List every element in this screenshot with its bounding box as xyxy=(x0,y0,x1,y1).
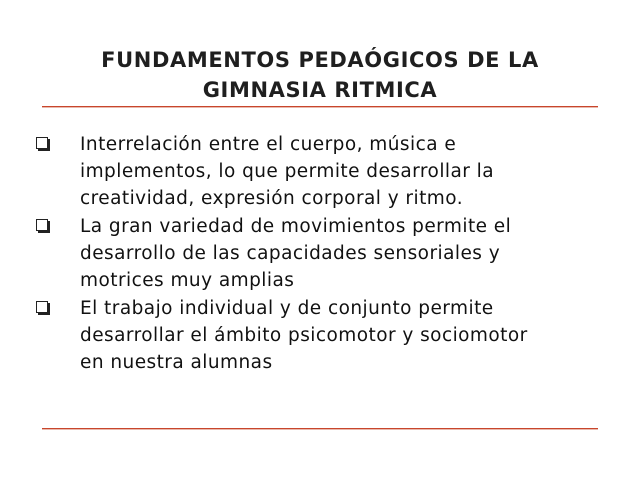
bullet-3-line-1: El trabajo individual y de conjunto permite xyxy=(80,298,494,319)
title-divider xyxy=(42,106,598,108)
bullet-1-line-2: implementos, lo que permite desarrollar la xyxy=(80,161,495,182)
bullet-3-line-3: en nuestra alumnas xyxy=(80,352,273,373)
bullet-2-line-3: motrices muy amplias xyxy=(80,270,295,291)
square-bullet-icon xyxy=(36,219,48,231)
bullet-2-line-1: La gran variedad de movimientos permite el xyxy=(80,216,512,237)
square-bullet-icon xyxy=(36,137,48,149)
bullet-1-line-1: Interrelación entre el cuerpo, música e xyxy=(80,134,457,155)
bullet-item-1 xyxy=(36,131,596,212)
bullet-item-2 xyxy=(36,213,596,294)
bullet-item-3 xyxy=(36,295,596,376)
bullet-3-line-2: desarrollar el ámbito psicomotor y sociomotor xyxy=(80,325,528,346)
bullet-2-line-2: desarrollo de las capacidades sensoriales y xyxy=(80,243,501,264)
footer-divider xyxy=(42,428,598,430)
square-bullet-icon xyxy=(36,301,48,313)
bullet-1-line-3: creatividad, expresión corporal y ritmo. xyxy=(80,188,464,209)
bullet-list xyxy=(36,131,596,377)
slide-title-line-2: GIMNASIA RITMICA xyxy=(202,78,438,102)
slide-title xyxy=(58,45,582,105)
slide-title-line-1: FUNDAMENTOS PEDAÓGICOS DE LA xyxy=(101,48,539,72)
